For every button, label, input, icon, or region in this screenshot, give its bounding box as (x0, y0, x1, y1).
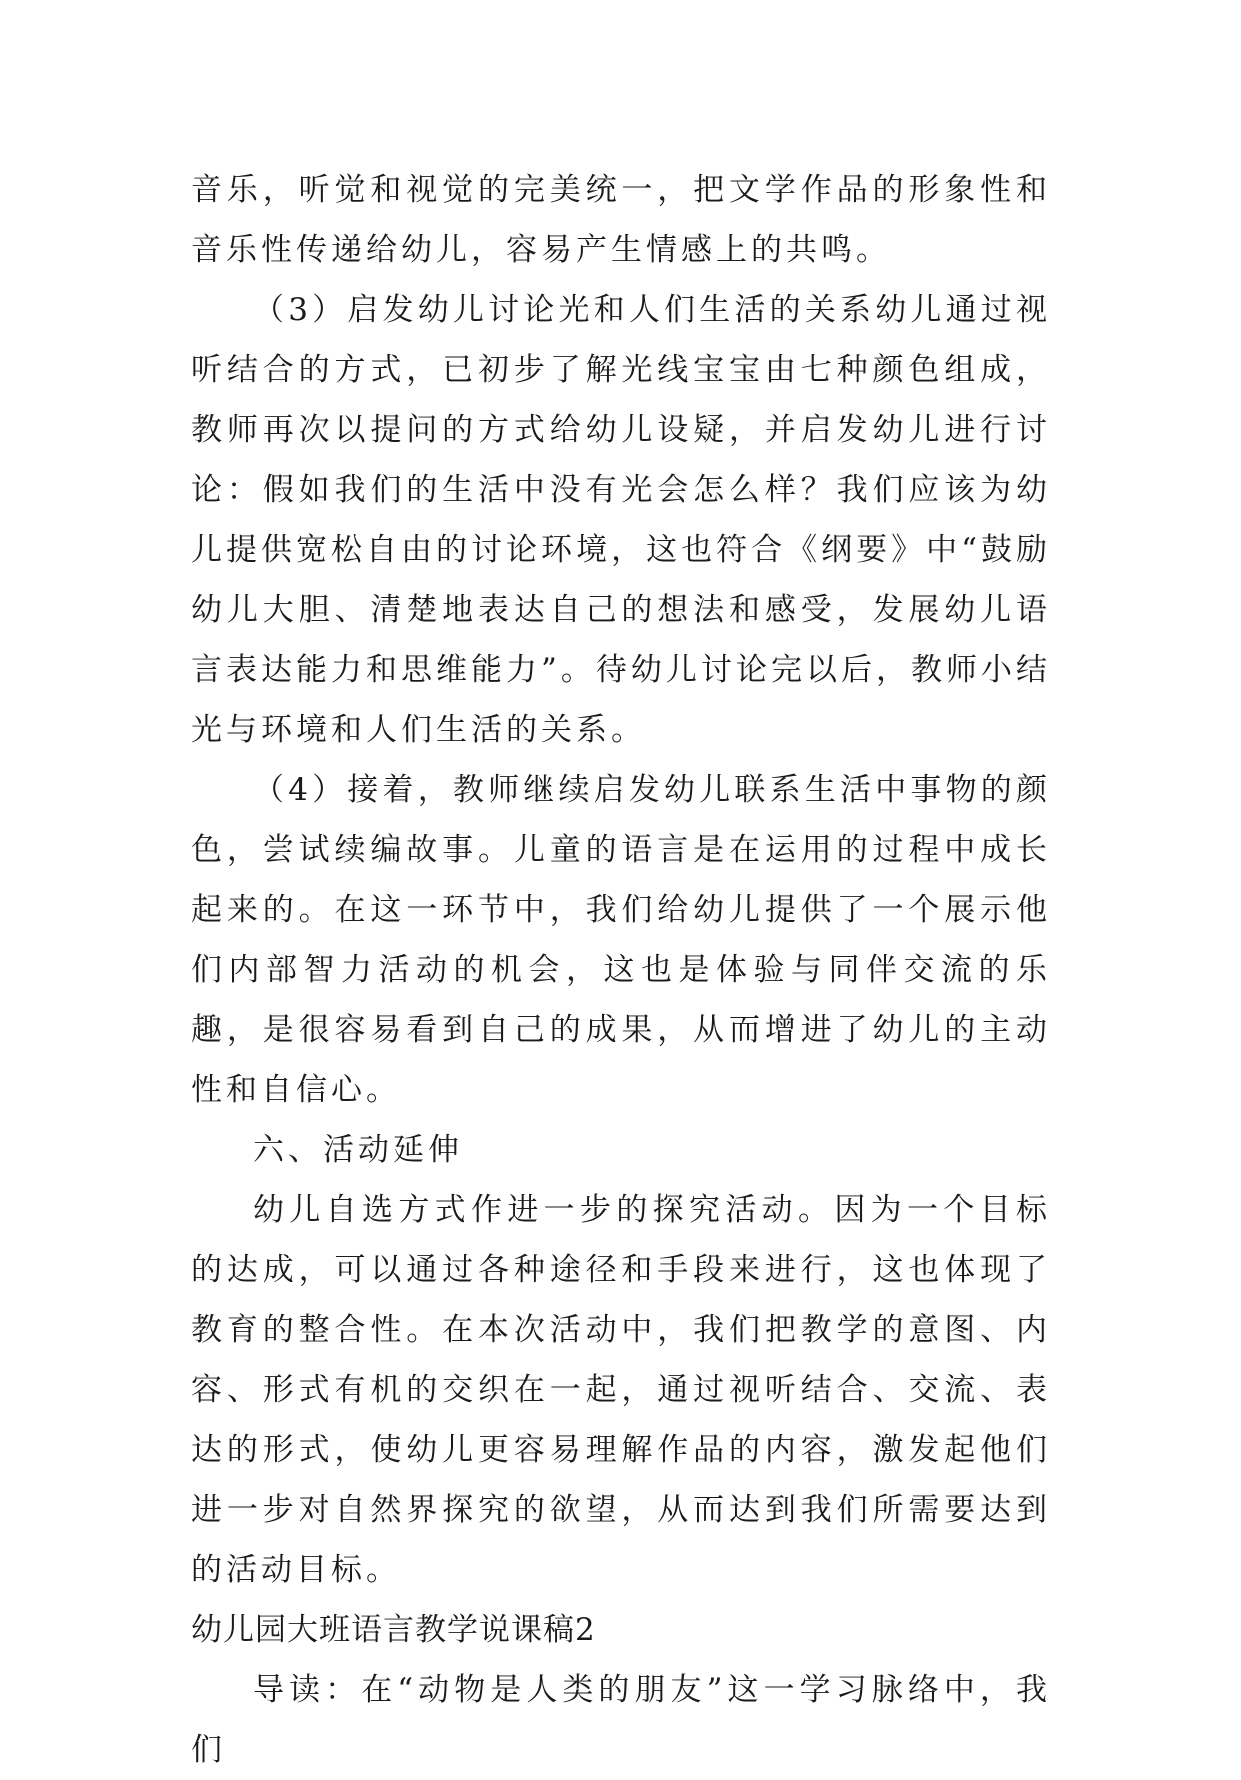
section-heading: 六、活动延伸 (253, 1132, 463, 1168)
paragraph-step-3: （3）启发幼儿讨论光和人们生活的关系幼儿通过视听结合的方式，已初步了解光线宝宝由七种颜色组成，教师再次以提问的方式给幼儿设疑，并启发幼儿进行讨论：假如我们的生活中没有光会怎么样？我们应该为幼儿提供宽松自由的讨论环境，这也符合《纲要》中“鼓励幼儿大胆、清楚地表达自己的想法和感受，发展幼儿语言表达能力和思维能力”。待幼儿讨论完以后，教师小结光与环境和人们生活的关系。 (191, 292, 1051, 748)
document-title: 幼儿园大班语言教学说课稿2 (191, 1612, 596, 1648)
paragraph-extension: 幼儿自选方式作进一步的探究活动。因为一个目标的达成，可以通过各种途径和手段来进行，这也体现了教育的整合性。在本次活动中，我们把教学的意图、内容、形式有机的交织在一起，通过视听结合、交流、表达的形式，使幼儿更容易理解作品的内容，激发起他们进一步对自然界探究的欲望，从而达到我们所需要达到的活动目标。 (191, 1192, 1051, 1588)
paragraph-continuation: 音乐，听觉和视觉的完美统一，把文学作品的形象性和音乐性传递给幼儿，容易产生情感上的共鸣。 (191, 172, 1051, 268)
document-body (191, 160, 1051, 1780)
paragraph-step-4: （4）接着，教师继续启发幼儿联系生活中事物的颜色，尝试续编故事。儿童的语言是在运用的过程中成长起来的。在这一环节中，我们给幼儿提供了一个展示他们内部智力活动的机会，这也是体验与同伴交流的乐趣，是很容易看到自己的成果，从而增进了幼儿的主动性和自信心。 (191, 772, 1051, 1108)
paragraph-intro: 导读：在“动物是人类的朋友”这一学习脉络中，我们 (191, 1672, 1051, 1768)
